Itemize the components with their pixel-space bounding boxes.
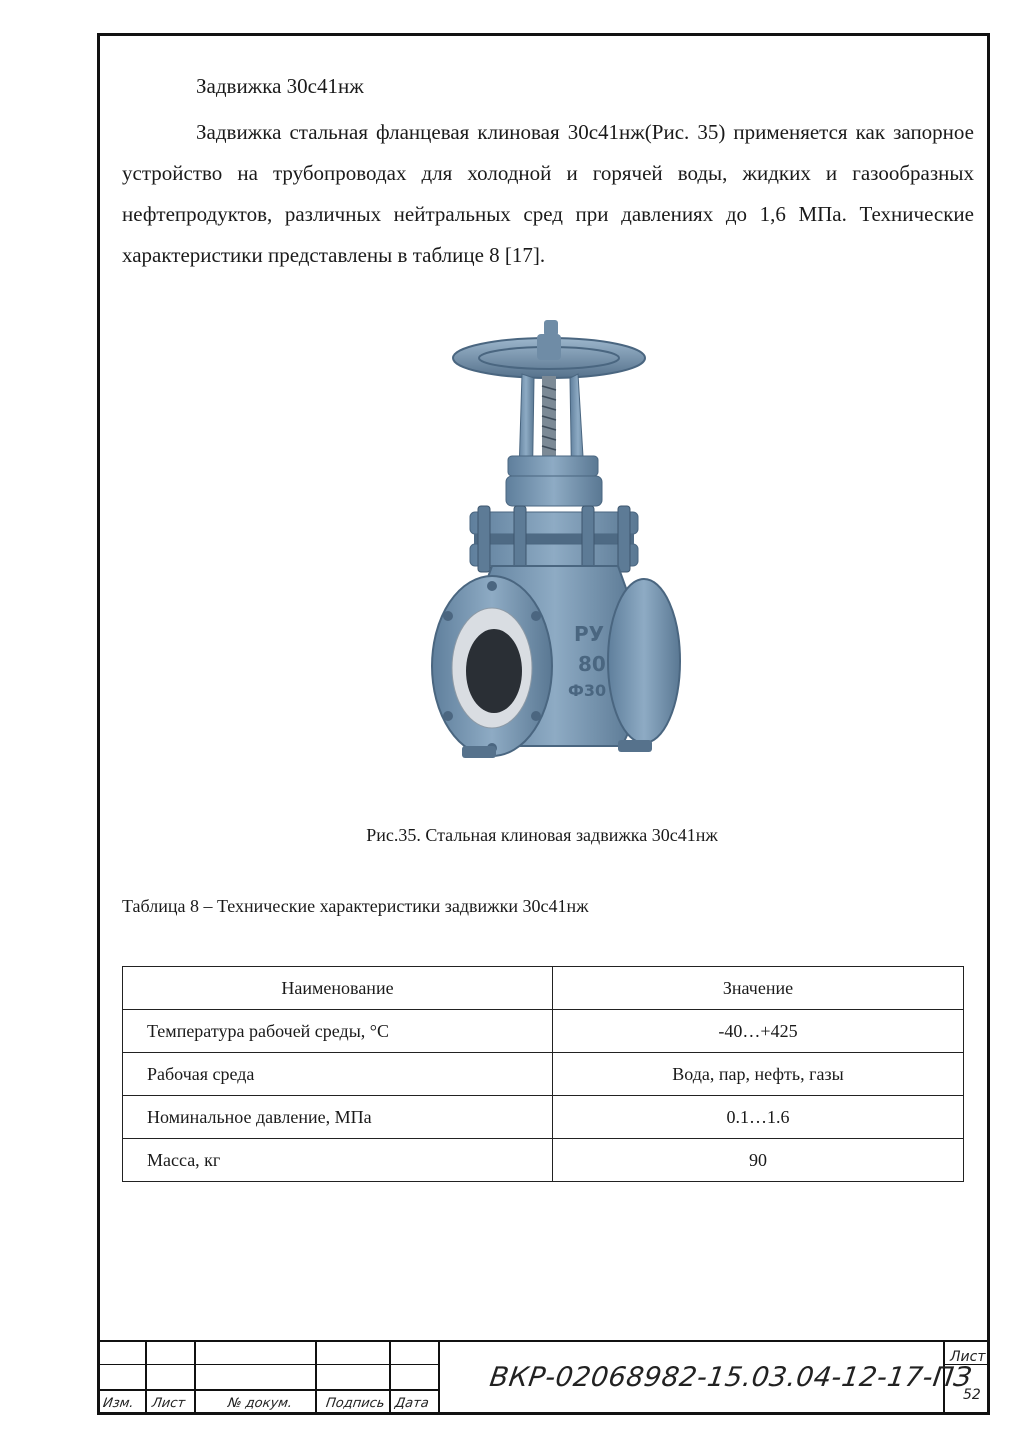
row-value: -40…+425 [553, 1010, 964, 1053]
table-row [123, 1010, 964, 1053]
table-row [123, 1096, 964, 1139]
column-header-value: Значение [553, 967, 964, 1010]
table-row [123, 1139, 964, 1182]
figure-caption: Рис.35. Стальная клиновая задвижка 30с41нж [366, 825, 718, 845]
row-value: 0.1…1.6 [553, 1096, 964, 1139]
section-heading: Задвижка 30с41нж [196, 74, 364, 98]
valve-figure [422, 316, 702, 806]
table-title: Таблица 8 – Технические характеристики задвижки 30с41нж [122, 896, 589, 916]
stamp-label-change: Изм. [101, 1396, 135, 1411]
row-label: Температура рабочей среды, °С [123, 1010, 553, 1053]
row-value: 90 [553, 1139, 964, 1182]
casting-text-pressure: РУ [574, 622, 605, 646]
table-header-row [123, 967, 964, 1010]
sheet-label: Лист [950, 1349, 986, 1365]
column-header-name: Наименование [123, 967, 553, 1010]
table-row [123, 1053, 964, 1096]
sheet-number: 52 [963, 1387, 981, 1403]
outlet-flange [608, 579, 680, 743]
stamp-label-sheet: Лист [150, 1396, 187, 1411]
row-label: Рабочая среда [123, 1053, 553, 1096]
gate-valve-image [422, 316, 702, 806]
stamp-label-signature: Подпись [324, 1396, 386, 1411]
row-label: Масса, кг [123, 1139, 553, 1182]
row-label: Номинальное давление, МПа [123, 1096, 553, 1139]
stamp-label-doc-number: № докум. [226, 1396, 294, 1411]
casting-text-mark: Ф30 [568, 681, 607, 700]
document-code: ВКР-02068982-15.03.04-12-17-ПЗ [487, 1362, 974, 1393]
spec-table [122, 966, 964, 1182]
stem-cap [544, 320, 558, 336]
stamp-label-date: Дата [393, 1396, 430, 1411]
row-value: Вода, пар, нефть, газы [553, 1053, 964, 1096]
body-paragraph: Задвижка стальная фланцевая клиновая 30с41нж(Рис. 35) применяется как запорное устройство на трубопроводах для холодной и горячей воды, жидких и газообразных нефтепродуктов, различных нейтральных сред при давлениях до 1,6 МПа. Технические характеристики представлены в таблице 8 [17]. [122, 120, 974, 267]
casting-text-dn: 80 [578, 652, 606, 676]
